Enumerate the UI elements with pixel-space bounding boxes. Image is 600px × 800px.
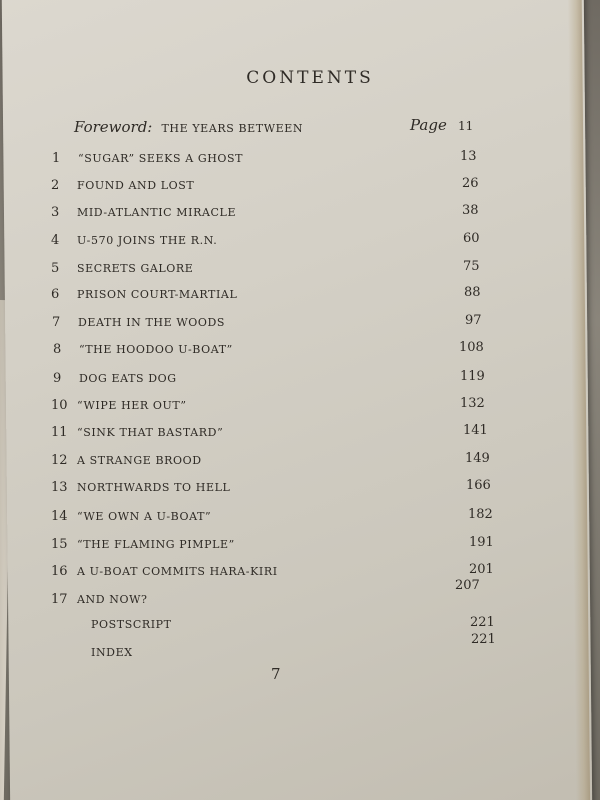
back-matter-page-number: 221 (470, 615, 495, 630)
toc-entry (51, 537, 551, 559)
chapter-page-number: 141 (463, 423, 488, 438)
chapter-number: 5 (51, 261, 60, 276)
chapter-title: “WE OWN A U-BOAT” (77, 510, 212, 523)
toc-entry (53, 371, 553, 393)
chapter-page-number: 60 (463, 231, 480, 246)
chapter-number: 12 (51, 453, 68, 468)
chapter-title: AND NOW? (77, 593, 148, 606)
chapter-title: A U-BOAT COMMITS HARA-KIRI (77, 565, 278, 578)
chapter-title: A STRANGE BROOD (77, 454, 202, 467)
chapter-number: 6 (51, 287, 60, 302)
chapter-title: “SUGAR” SEEKS A GHOST (78, 152, 244, 165)
toc-entry (51, 453, 551, 475)
back-matter-title: INDEX (91, 646, 133, 659)
toc-entry (51, 178, 551, 200)
chapter-number: 4 (51, 233, 60, 248)
chapter-number: 14 (51, 509, 68, 524)
chapter-page-number: 13 (460, 149, 477, 164)
chapter-title: NORTHWARDS TO HELL (77, 481, 231, 494)
toc-entry (52, 151, 552, 173)
toc-entry (51, 233, 551, 255)
toc-entry (51, 425, 551, 447)
toc-entry (51, 578, 551, 614)
chapter-title: SECRETS GALORE (77, 262, 194, 275)
toc-entry (51, 398, 551, 420)
chapter-page-number: 149 (465, 451, 490, 466)
chapter-title: “WIPE HER OUT” (77, 399, 187, 412)
chapter-title: MID-ATLANTIC MIRACLE (77, 206, 237, 219)
chapter-title: PRISON COURT-MARTIAL (77, 288, 238, 301)
chapter-number: 16 (51, 564, 68, 579)
page-column-label: Page (410, 116, 447, 134)
chapter-number: 1 (52, 151, 61, 166)
chapter-title: “THE HOODOO U-BOAT” (79, 343, 233, 356)
chapter-title: “SINK THAT BASTARD” (77, 426, 224, 439)
chapter-number: 13 (51, 480, 68, 495)
chapter-title: FOUND AND LOST (77, 179, 195, 192)
chapter-page-number: 26 (462, 176, 479, 191)
chapter-number: 15 (51, 537, 68, 552)
foreword-label: Foreword: (74, 118, 153, 136)
chapter-page-number: 201 (469, 562, 494, 577)
chapter-page-number: 97 (465, 313, 482, 328)
foreword-page-number: 11 (458, 119, 474, 133)
back-matter-title: POSTSCRIPT (91, 618, 172, 631)
chapter-page-number: 119 (460, 369, 485, 384)
chapter-title: U-570 JOINS THE R.N. (77, 234, 218, 247)
chapter-page-number: 38 (462, 203, 479, 218)
chapter-page-number: 166 (466, 478, 491, 493)
back-matter-entry (51, 632, 551, 667)
chapter-page-number: 207 (455, 578, 480, 593)
toc-entry (51, 261, 551, 283)
chapter-page-number: 132 (460, 396, 485, 411)
foreword-entry (74, 117, 494, 139)
chapter-number: 17 (51, 592, 68, 607)
chapter-page-number: 88 (464, 285, 481, 300)
contents-heading: CONTENTS (246, 68, 374, 88)
chapter-title: DOG EATS DOG (79, 372, 177, 385)
chapter-number: 10 (51, 398, 68, 413)
folio-page-number: 7 (271, 665, 281, 683)
toc-entry (51, 480, 551, 502)
chapter-number: 11 (51, 425, 68, 440)
chapter-page-number: 108 (459, 340, 484, 355)
chapter-number: 8 (53, 342, 62, 357)
chapter-number: 2 (51, 178, 60, 193)
foreword-title: THE YEARS BETWEEN (161, 122, 304, 135)
toc-entry (51, 509, 551, 531)
toc-entry (51, 287, 551, 309)
chapter-page-number: 182 (468, 507, 493, 522)
toc-entry (52, 315, 552, 337)
chapter-page-number: 75 (463, 259, 480, 274)
back-matter-page-number: 221 (471, 632, 496, 647)
chapter-number: 7 (52, 315, 61, 330)
chapter-number: 9 (53, 371, 62, 386)
chapter-title: DEATH IN THE WOODS (78, 316, 226, 329)
toc-entry (53, 342, 553, 364)
chapter-number: 3 (51, 205, 60, 220)
toc-entry (51, 205, 551, 227)
chapter-page-number: 191 (469, 535, 494, 550)
chapter-title: “THE FLAMING PIMPLE” (77, 538, 235, 551)
